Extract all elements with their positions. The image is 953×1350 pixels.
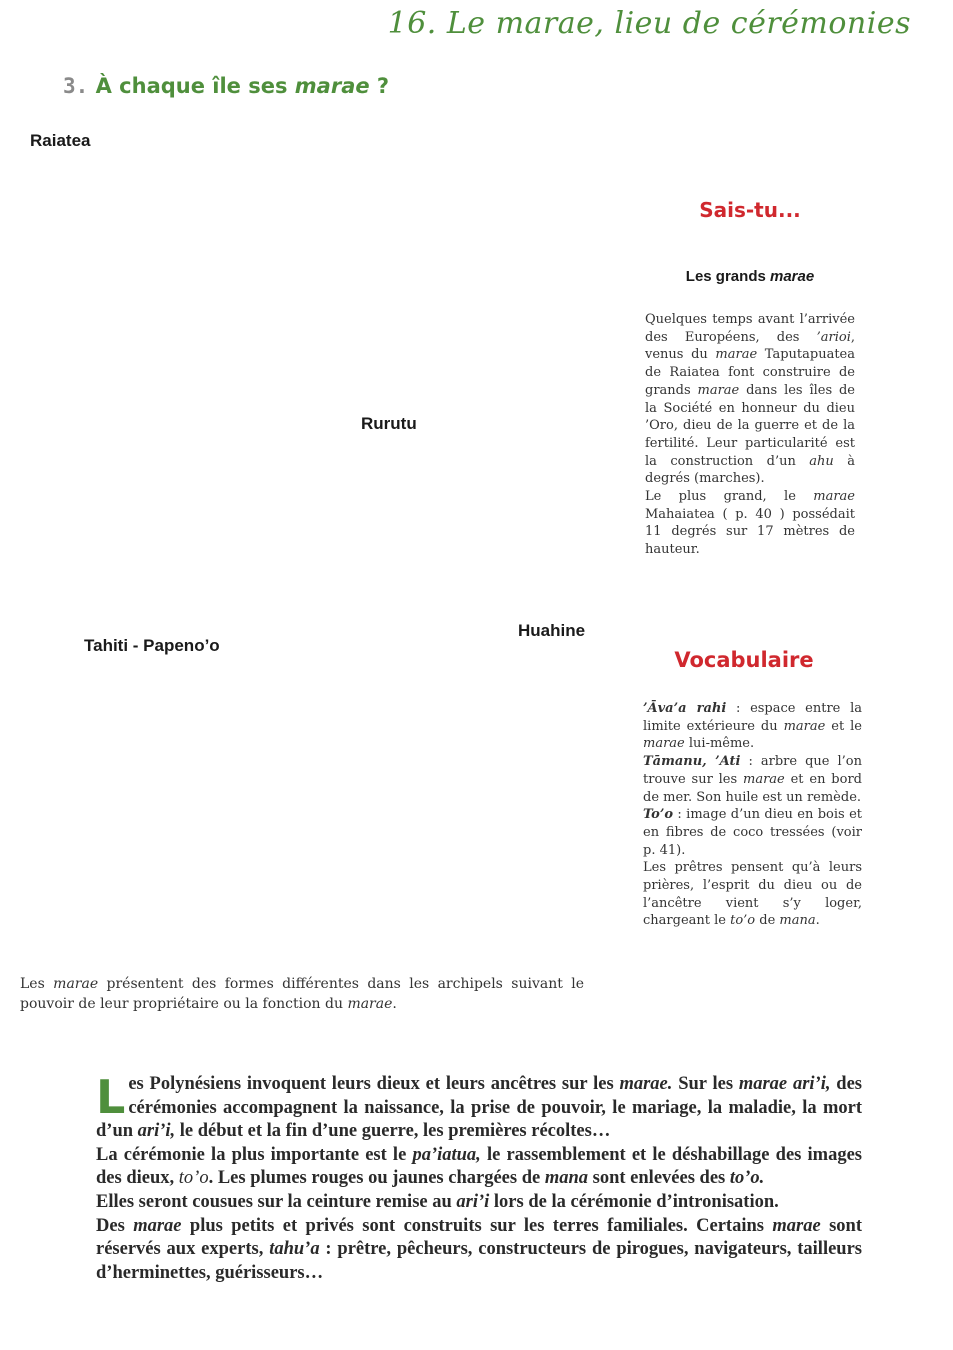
vocab-entry-tamanu: Tāmanu, ’Ati : arbre que l’on trouve sur les marae et en bord de mer. Son huile est un remède. xyxy=(643,754,862,805)
photo-label-huahine: Huahine xyxy=(518,621,586,640)
vocab-entry-note: Les prêtres pensent qu’à leurs prières, l’esprit du dieu ou de l’ancêtre vient s’y loger, chargeant le to’o de mana. xyxy=(643,860,862,929)
vocabulaire-text xyxy=(643,700,862,930)
section-heading xyxy=(63,74,389,98)
vocab-entry-ava-rahi: ’Āva’a rahi : espace entre la limite extérieure du marae et le marae lui-même. xyxy=(643,701,862,752)
sais-tu-subtitle: Les grands marae xyxy=(685,268,815,285)
photo-label-raiatea: Raiatea xyxy=(30,131,91,150)
drop-cap: L xyxy=(96,1070,126,1124)
vocab-entry-too: To’o : image d’un dieu en bois et en fibres de coco tressées (voir p. 41). xyxy=(643,807,862,858)
page-title: 16. Le marae, lieu de cérémonies xyxy=(387,6,911,41)
photo-caption: Les marae présentent des formes différentes dans les archipels suivant le pouvoir de leur propriétaire ou la fonction du marae. xyxy=(20,976,584,1012)
section-title: À chaque île ses marae ? xyxy=(95,74,390,98)
photo-label-tahiti: Tahiti - Papeno’o xyxy=(84,636,220,655)
photo-label-rurutu: Rurutu xyxy=(361,414,417,433)
vocabulaire-heading: Vocabulaire xyxy=(674,648,814,672)
main-text: Les Polynésiens invoquent leurs dieux et leurs ancêtres sur les marae. Sur les marae ari’i, des cérémonies accompagnent la naissance, la prise de pouvoir, le mariage, la maladie, la mort d’un ari’i, le début et la fin d’une guerre, les premières récoltes… La cérémonie la plus importante est le pa’iatua, le rassemblement et le déshabillage des images des dieux, to’o. Les plumes rouges ou jaunes chargées de mana sont enlevées des to’o. Elles seront cousues sur la ceinture remise au ari’i lors de la cérémonie d’intronisation. Des marae plus petits et privés sont construits sur les terres familiales. Certains marae sont réservés aux experts, tahu’a : prêtre, pêcheurs, constructeurs de pirogues, navigateurs, tailleurs d’herminettes, guérisseurs… xyxy=(96,1070,862,1283)
sais-tu-heading: Sais-tu... xyxy=(699,198,801,222)
sais-tu-text: Quelques temps avant l’arrivée des Européens, des ’arioi, venus du marae Taputapuatea de Raiatea font construire de grands marae dans les îles de la Société en honneur du dieu ’Oro, dieu de la guerre et de la fertilité. Leur particularité est la construction d’un ahu à degrés (marches). Le plus grand, le marae Mahaiatea ( p. 40 ) possédait 11 degrés sur 17 mètres de hauteur. xyxy=(645,312,855,558)
section-number: 3. xyxy=(63,74,89,98)
